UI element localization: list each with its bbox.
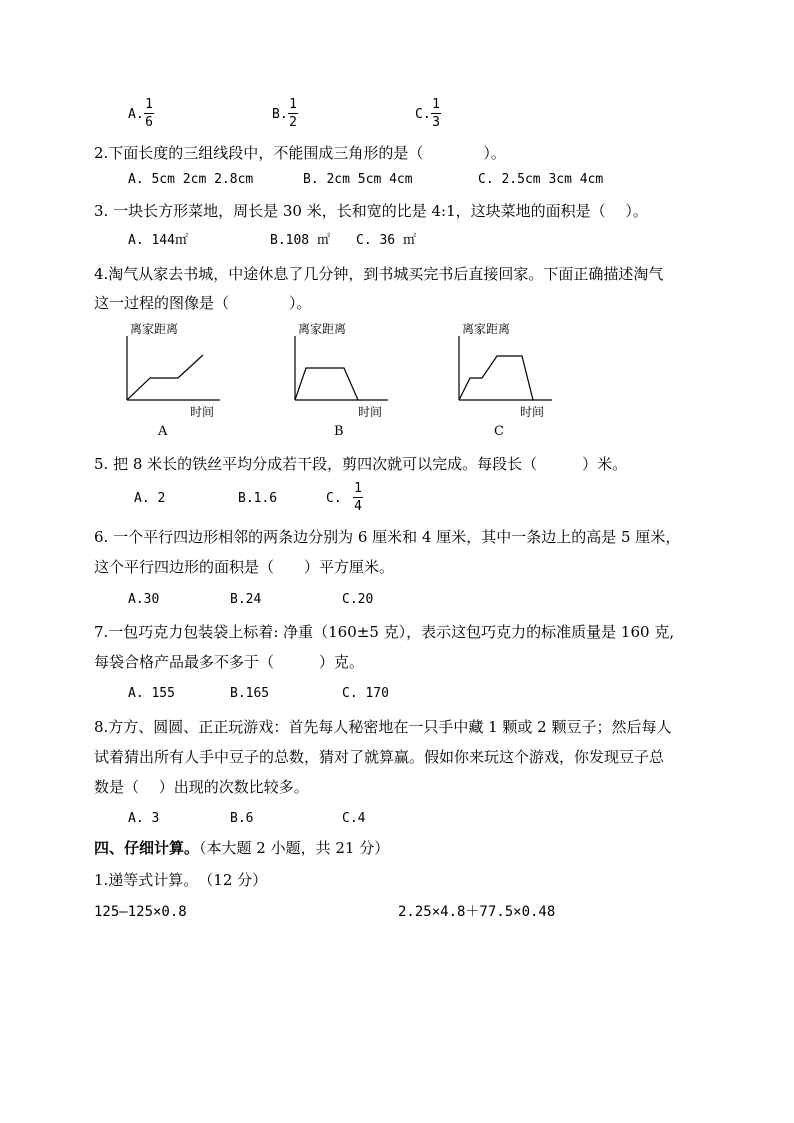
graph-letter: A (158, 424, 168, 439)
question-6-line-1: 6. 一个平行四边形相邻的两条边分别为 6 厘米和 4 厘米，其中一条边上的高是 5 厘米， (94, 528, 681, 546)
fraction (144, 97, 154, 130)
question-4-line-2: 这一过程的图像是（ ）。 (94, 294, 312, 312)
option-letter: A. (128, 107, 144, 122)
graph-y-label: 离家距离 (298, 322, 347, 336)
graph-y-label: 离家距离 (130, 322, 179, 336)
option-letter: C. (415, 107, 431, 122)
question-2: 2.下面长度的三组线段中，不能围成三角形的是（ ）。 (94, 144, 506, 162)
q8-option-c: C.4 (342, 811, 366, 826)
graph-x-label: 时间 (358, 405, 383, 419)
graph-c (442, 318, 562, 443)
graph-a (110, 318, 230, 443)
q8-option-a: A. 3 (128, 811, 160, 826)
graph-line (127, 355, 203, 400)
graph-line (459, 356, 533, 400)
q7-option-a: A. 155 (128, 686, 175, 701)
denominator: 3 (432, 115, 440, 130)
section-title: 四、仔细计算。 (94, 839, 200, 857)
fraction (431, 97, 441, 130)
question-8-line-2: 试着猜出所有人手中豆子的总数，猜对了就算赢。假如你来玩这个游戏，你发现豆子总 (94, 748, 665, 766)
numerator: 1 (354, 481, 362, 496)
q8-option-b: B.6 (230, 811, 254, 826)
q3-option-c: C. 36 ㎡ (356, 233, 416, 248)
question-5: 5. 把 8 米长的铁丝平均分成若干段，剪四次就可以完成。每段长（ ）米。 (94, 455, 628, 473)
question-8-line-1: 8.方方、圆圆、正正玩游戏：首先每人秘密地在一只手中藏 1 颗或 2 颗豆子；然后每人 (94, 718, 672, 736)
calc-expression-2: 2.25×4.8＋77.5×0.48 (398, 904, 556, 920)
question-3: 3. 一块长方形菜地，周长是 30 米，长和宽的比是 4:1，这块菜地的面积是（ ）。 (94, 202, 648, 220)
q3-option-a: A. 144㎡ (128, 233, 188, 248)
graph-y-label: 离家距离 (462, 322, 511, 336)
numerator: 1 (289, 97, 297, 112)
option-letter: B. (272, 107, 288, 122)
graph-letter: C (494, 424, 504, 439)
fraction (288, 97, 298, 130)
q7-option-b: B.165 (230, 686, 270, 701)
q5-option-a: A. 2 (134, 491, 166, 506)
denominator: 6 (145, 115, 153, 130)
graph-x-label: 时间 (190, 405, 215, 419)
q2-option-b: B. 2cm 5cm 4cm (303, 172, 413, 187)
question-8-line-3: 数是（ ）出现的次数比较多。 (94, 778, 309, 796)
numerator: 1 (432, 97, 440, 112)
q6-option-a: A.30 (128, 592, 160, 607)
graph-letter: B (334, 424, 344, 439)
fraction-bar (431, 113, 441, 114)
q5-option-b: B.1.6 (238, 491, 278, 506)
question-7-line-1: 7.一包巧克力包装袋上标着: 净重（160±5 克），表示这包巧克力的标准质量是 160 克, (94, 623, 675, 641)
section-note: （本大题 2 小题，共 21 分） (199, 839, 390, 857)
graph-x-label: 时间 (520, 405, 545, 419)
q6-option-c: C.20 (342, 592, 374, 607)
graph-b (278, 318, 398, 443)
denominator: 2 (289, 115, 297, 130)
denominator: 4 (354, 499, 362, 514)
calc-expression-1: 125—125×0.8 (94, 904, 187, 920)
question-6-line-2: 这个平行四边形的面积是（ ）平方厘米。 (94, 558, 395, 576)
section-4-heading (94, 838, 389, 858)
q7-option-c: C. 170 (342, 686, 389, 701)
calc-heading: 1.递等式计算。 （12 分） (94, 871, 268, 889)
question-4-line-1: 4.淘气从家去书城，中途休息了几分钟，到书城买完书后直接回家。下面正确描述淘气 (94, 265, 664, 283)
numerator: 1 (145, 97, 153, 112)
fraction-bar (144, 113, 154, 114)
graph-line (295, 368, 358, 400)
option-letter: C. (326, 491, 342, 506)
fraction-bar (353, 497, 363, 498)
fraction (353, 481, 363, 514)
q2-option-a: A. 5cm 2cm 2.8cm (128, 172, 254, 187)
q2-option-c: C. 2.5cm 3cm 4cm (478, 172, 604, 187)
q3-option-b: B.108 ㎡ (270, 233, 330, 248)
question-7-line-2: 每袋合格产品最多不多于（ ）克。 (94, 653, 365, 671)
q6-option-b: B.24 (230, 592, 262, 607)
fraction-bar (288, 113, 298, 114)
